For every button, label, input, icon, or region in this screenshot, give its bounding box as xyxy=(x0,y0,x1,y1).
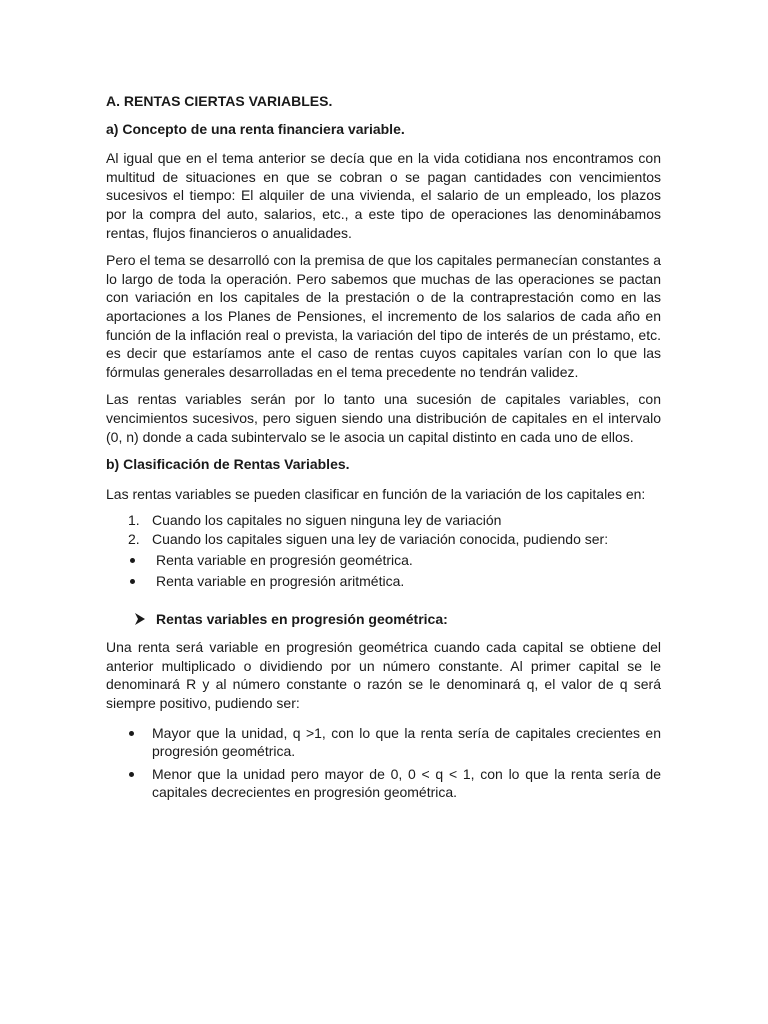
geometric-heading xyxy=(106,610,661,629)
paragraph-classification-intro: Las rentas variables se pueden clasificar en función de la variación de los capitales en: xyxy=(106,485,646,502)
list-item xyxy=(106,765,661,802)
list-item-text: Renta variable en progresión geométrica. xyxy=(156,552,413,569)
bullet-icon xyxy=(129,731,134,736)
subsection-a-heading: a) Concepto de una renta financiera variable. xyxy=(106,120,405,137)
bullet-icon xyxy=(130,579,135,584)
bullet-icon xyxy=(129,772,134,777)
document-body xyxy=(106,92,661,806)
list-item xyxy=(106,724,661,761)
list-item-text: Cuando los capitales siguen una ley de variación conocida, pudiendo ser: xyxy=(152,530,609,547)
bullet-list-types xyxy=(106,551,661,590)
list-number: 1. xyxy=(128,512,140,529)
list-item-text: Menor que la unidad pero mayor de 0, 0 < q < 1, con lo que la renta sería de capitales decrecientes en progresión geométrica. xyxy=(152,765,661,801)
paragraph-geometric-definition: Una renta será variable en progresión geométrica cuando cada capital se obtiene del anterior multiplicado o dividiendo por un número constante. Al primer capital se le denominará R y al número constante o razón se le denominará q, el valor de q será siempre positivo, pudiendo ser: xyxy=(106,639,661,712)
subsection-b-heading: b) Clasificación de Rentas Variables. xyxy=(106,456,350,473)
bullet-list-ratio xyxy=(106,724,661,802)
list-item xyxy=(106,572,661,591)
list-item-text: Cuando los capitales no siguen ninguna ley de variación xyxy=(152,512,502,529)
list-item xyxy=(106,511,661,530)
paragraph-premise: Pero el tema se desarrolló con la premisa de que los capitales permanecían constantes a lo largo de toda la operación. Pero sabemos que muchas de las operaciones se pactan con variación en los capitales de la prestación o de la contraprestación como en las aportaciones a los Planes de Pensiones, el incremento de los salarios de cada año en función de la inflación real o prevista, la variación del tipo de interés de un préstamo, etc. es decir que estaríamos ante el caso de rentas cuyos capitales varían con lo que las fórmulas generales desarrolladas en el tema precedente no tendrán validez. xyxy=(106,252,661,380)
geometric-heading-text: Rentas variables en progresión geométrica: xyxy=(156,610,448,627)
list-item xyxy=(106,551,661,570)
paragraph-intro: Al igual que en el tema anterior se decía que en la vida cotidiana nos encontramos con multitud de situaciones en que se cobran o se pagan cantidades con vencimientos sucesivos el tiempo: El alquiler de una vivienda, el salario de un empleado, los plazos por la compra del auto, salarios, etc., a este tipo de operaciones las denominábamos rentas, flujos financieros o anualidades. xyxy=(106,150,661,241)
list-number: 2. xyxy=(128,530,140,547)
arrowhead-bullet-icon xyxy=(134,613,146,625)
numbered-list xyxy=(106,511,661,548)
bullet-icon xyxy=(130,558,135,563)
list-item xyxy=(106,530,661,549)
list-item-text: Mayor que la unidad, q >1, con lo que la renta sería de capitales crecientes en progresión geométrica. xyxy=(152,724,661,760)
section-title: A. RENTAS CIERTAS VARIABLES. xyxy=(106,93,333,109)
list-item-text: Renta variable en progresión aritmética. xyxy=(156,573,405,590)
paragraph-definition: Las rentas variables serán por lo tanto una sucesión de capitales variables, con vencimientos sucesivos, pero siguen siendo una distribución de capitales en el intervalo (0, n) donde a cada subintervalo se le asocia un capital distinto en cada uno de ellos. xyxy=(106,391,661,445)
